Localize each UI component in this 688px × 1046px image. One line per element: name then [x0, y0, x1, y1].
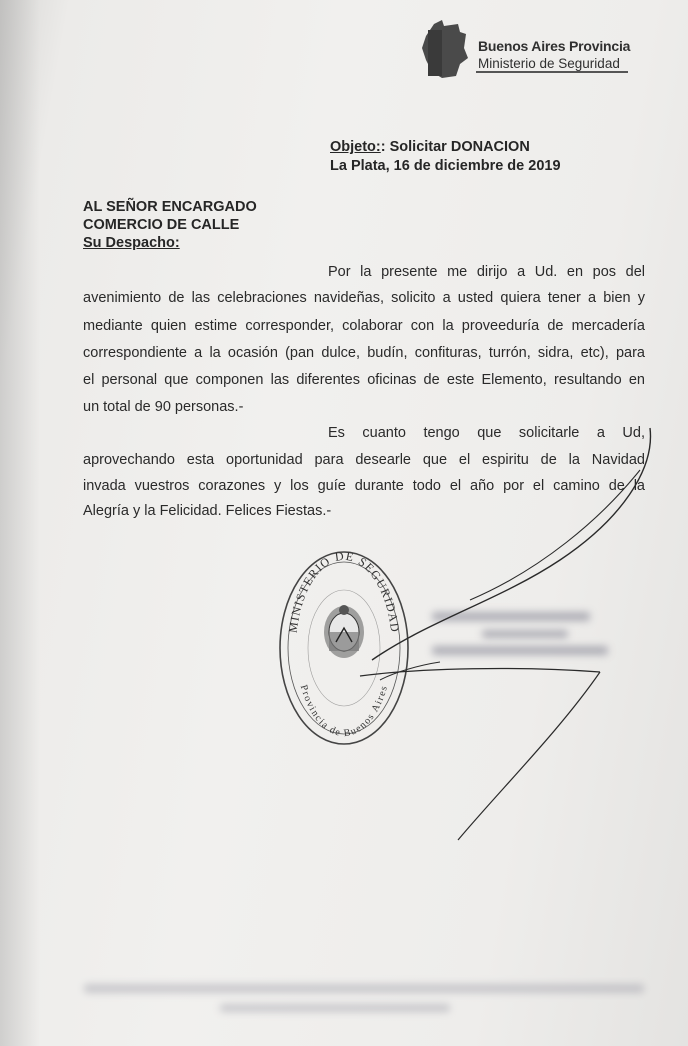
body-line: aprovechando esta oportunidad para desearle que el espiritu de la Navidad: [83, 452, 645, 468]
letterhead-underline: [476, 71, 628, 73]
redacted-footer-line-2: [220, 1004, 450, 1012]
redacted-signatory-role: [432, 646, 608, 655]
page-shadow: [0, 0, 40, 1046]
redacted-footer-line-1: [84, 984, 644, 993]
addressee-line-2: COMERCIO DE CALLE: [83, 217, 240, 233]
body-line: correspondiente a la ocasión (pan dulce, budín, confituras, turrón, sidra, etc), para: [83, 345, 645, 361]
seal-bottom-text: Provincia de Buenos Aires: [297, 683, 391, 740]
province-logo-icon: [420, 18, 470, 80]
ministry-seal-stamp: [276, 548, 412, 748]
body-line: el personal que componen las diferentes oficinas de este Elemento, resultando en: [83, 372, 645, 388]
redacted-signatory-title: [482, 630, 568, 638]
body-line: Es cuanto tengo que solicitarle a Ud,: [328, 425, 645, 441]
seal-top-text: MINISTERIO DE SEGURIDAD: [285, 548, 403, 634]
redacted-signatory-name: [432, 612, 590, 621]
body-line: Alegría y la Felicidad. Felices Fiestas.-: [83, 503, 332, 519]
subject-separator: :: [380, 139, 390, 155]
subject-value: Solicitar DONACION: [389, 139, 530, 155]
subject-line: [330, 139, 530, 155]
body-line: Por la presente me dirijo a Ud. en pos del: [328, 264, 645, 280]
letterhead-ministry: Ministerio de Seguridad: [478, 56, 620, 71]
body-line: invada vuestros corazones y los guíe durante todo el año por el camino de la: [83, 478, 645, 494]
body-line: avenimiento de las celebraciones navideñas, solicito a usted quiera tener a bien y: [83, 290, 645, 306]
body-line: mediante quien estime corresponder, colaborar con la proveeduría de mercadería: [83, 318, 645, 334]
addressee-line-3: Su Despacho:: [83, 235, 180, 251]
subject-label: Objeto:: [330, 139, 381, 155]
letterhead-province: Buenos Aires Provincia: [478, 38, 631, 54]
body-line: un total de 90 personas.-: [83, 399, 244, 415]
coat-of-arms-icon: [324, 605, 364, 658]
date-line: La Plata, 16 de diciembre de 2019: [330, 158, 561, 174]
addressee-line-1: AL SEÑOR ENCARGADO: [83, 199, 257, 215]
